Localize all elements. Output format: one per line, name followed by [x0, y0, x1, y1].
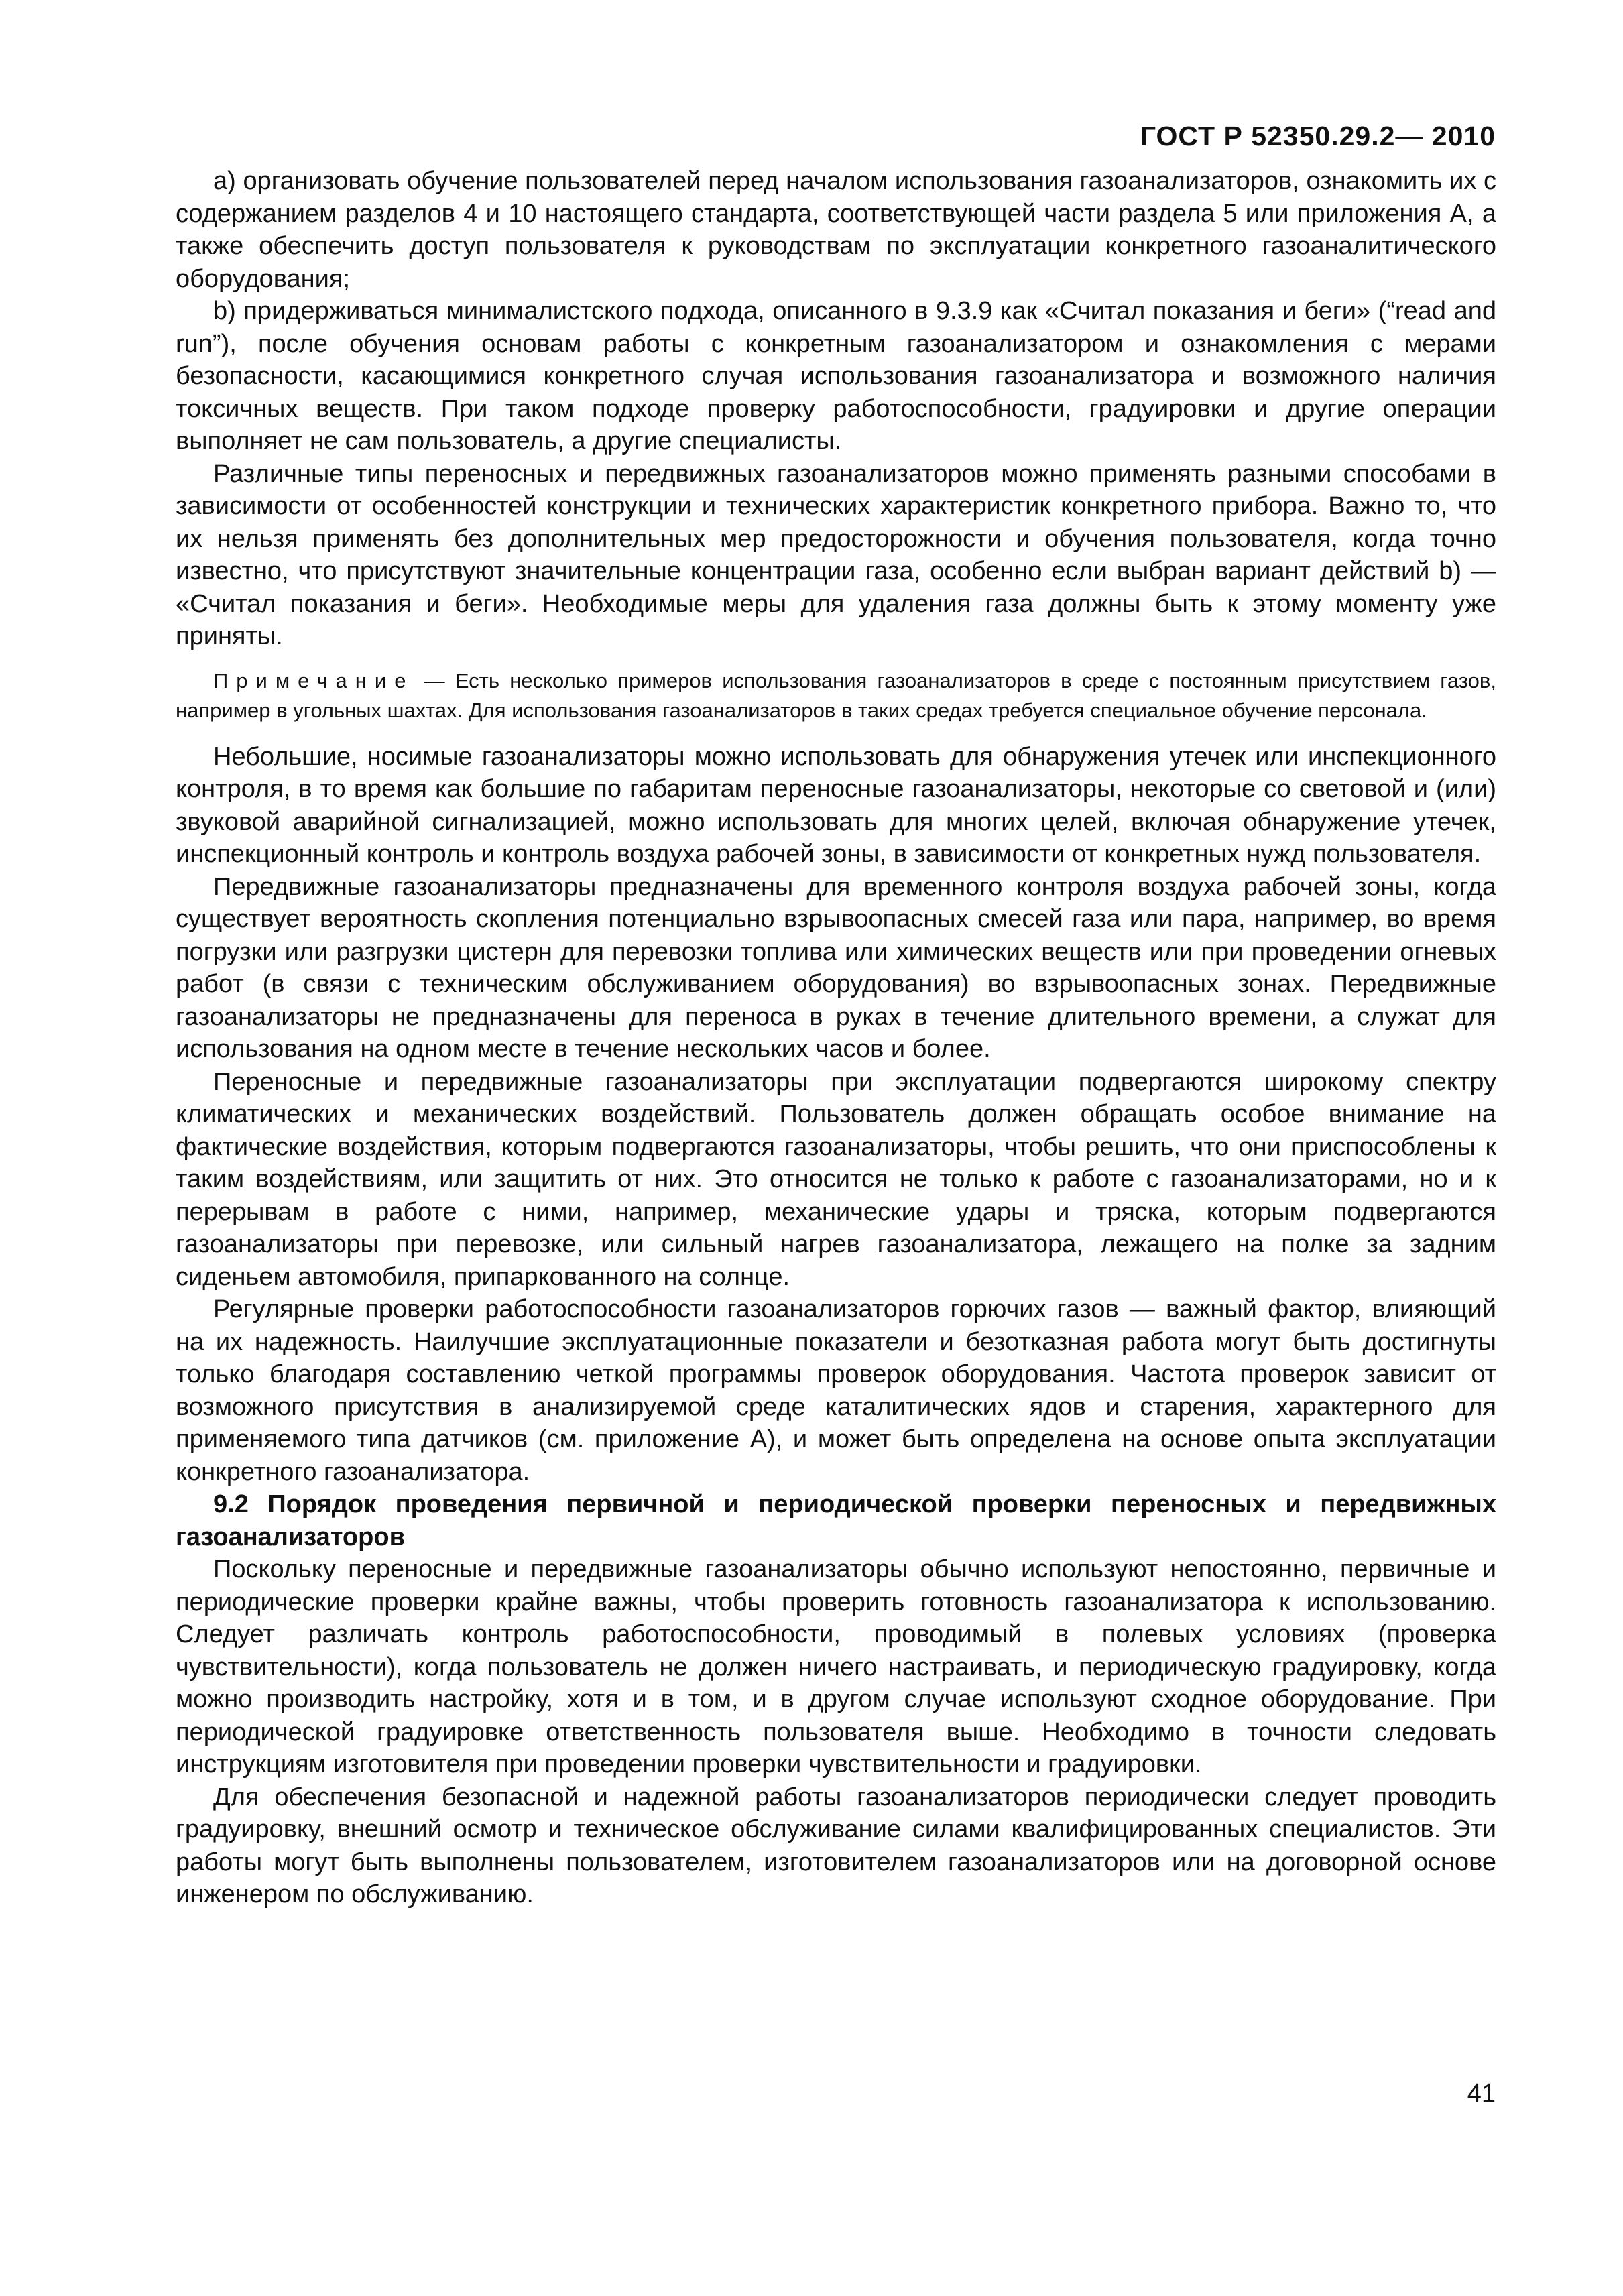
- page-number: 41: [1467, 2079, 1496, 2108]
- paragraph: Для обеспечения безопасной и надежной работы газоанализаторов периодически следует проводить градуировку, внешний осмотр и техническое обслуживание силами квалифицированных специалистов. Эти работы могут быть выполнены пользователем, изготовителем газоанализаторов или на договорной основе инженером по обслуживанию.: [176, 1783, 1496, 1909]
- note-label: Примечание: [213, 668, 414, 692]
- paragraph-list-item-b: b) придерживаться минималистского подхода, описанного в 9.3.9 как «Считал показания и беги» (“read and run”), после обучения основам работы с конкретным газоанализатором и ознакомления с мерами безопасности, касающимися конкретного случая использования газоанализатора и возможного наличия токсичных веществ. При таком подходе проверку работоспособности, градуировки и другие операции выполняет не сам пользователь, а другие специалисты.: [176, 297, 1496, 455]
- paragraph: Поскольку переносные и передвижные газоанализаторы обычно используют непостоянно, первичные и периодические проверки крайне важны, чтобы проверить готовность газоанализатора к использованию. Следует различать контроль работоспособности, проводимый в полевых условиях (проверка чувствительности), когда пользователь не должен ничего настраивать, и периодическую градуировку, когда можно производить настройку, хотя и в том, и в другом случае используют сходное оборудование. При периодической градуировке ответственность пользователя выше. Необходимо в точности следовать инструкциям изготовителя при проведении проверки чувствительности и градуировки.: [176, 1555, 1496, 1778]
- paragraph: Передвижные газоанализаторы предназначены для временного контроля воздуха рабочей зоны, когда существует вероятность скопления потенциально взрывоопасных смесей газа или пара, например, во время погрузки или разгрузки цистерн для перевозки топлива или химических веществ или при проведении огневых работ (в связи с техническим обслуживанием оборудования) во взрывоопасных зонах. Передвижные газоанализаторы не предназначены для переноса в руках в течение длительного времени, а служат для использования на одном месте в течение нескольких часов и более.: [176, 872, 1496, 1063]
- paragraph-list-item-a: а) организовать обучение пользователей перед началом использования газоанализаторов, ознакомить их с содержанием разделов 4 и 10 настоящего стандарта, соответствующей части раздела 5 или приложения А, а также обеспечить доступ пользователя к руководствам по эксплуатации конкретного газоаналитического оборудования;: [176, 167, 1496, 293]
- paragraph: Регулярные проверки работоспособности газоанализаторов горючих газов — важный фактор, влияющий на их надежность. Наилучшие эксплуатационные показатели и безотказная работа могут быть достигнуты только благодаря составлению четкой программы проверок оборудования. Частота проверок зависит от возможного присутствия в анализируемой среде каталитических ядов и старения, характерного для применяемого типа датчиков (см. приложение А), и может быть определена на основе опыта эксплуатации конкретного газоанализатора.: [176, 1295, 1496, 1486]
- page-body: [176, 165, 1496, 1911]
- paragraph: Небольшие, носимые газоанализаторы можно использовать для обнаружения утечек или инспекционного контроля, в то время как большие по габаритам переносные газоанализаторы, некоторые со световой и (или) звуковой аварийной сигнализацией, можно использовать для многих целей, включая обнаружение утечек, инспекционный контроль и контроль воздуха рабочей зоны, в зависимости от конкретных нужд пользователя.: [176, 742, 1496, 868]
- paragraph: Различные типы переносных и передвижных газоанализаторов можно применять разными способами в зависимости от особенностей конструкции и технических характеристик конкретного прибора. Важно то, что их нельзя применять без дополнительных мер предосторожности и обучения пользователя, когда точно известно, что присутствуют значительные концентрации газа, особенно если выбран вариант действий b) — «Считал показания и беги». Необходимые меры для удаления газа должны быть к этому моменту уже приняты.: [176, 459, 1496, 650]
- standard-header: ГОСТ Р 52350.29.2— 2010: [1140, 121, 1496, 152]
- note-text: — Есть несколько примеров использования газоанализаторов в среде с постоянным присутствием газов, например в угольных шахтах. Для использования газоанализаторов в таких средах требуется специальное обучение персонала.: [176, 668, 1496, 722]
- paragraph: Переносные и передвижные газоанализаторы при эксплуатации подвергаются широкому спектру климатических и механических воздействий. Пользователь должен обращать особое внимание на фактические воздействия, которым подвергаются газоанализаторы, чтобы решить, что они приспособлены к таким воздействиям, или защитить от них. Это относится не только к работе с газоанализаторами, но и к перерывам в работе с ними, например, механические удары и тряска, которым подвергаются газоанализаторы при перевозке, или сильный нагрев газоанализатора, лежащего на полке за задним сиденьем автомобиля, припаркованного на солнце.: [176, 1067, 1496, 1291]
- note: [176, 666, 1496, 726]
- section-heading: 9.2 Порядок проведения первичной и периодической проверки переносных и передвижных газоанализаторов: [176, 1490, 1496, 1551]
